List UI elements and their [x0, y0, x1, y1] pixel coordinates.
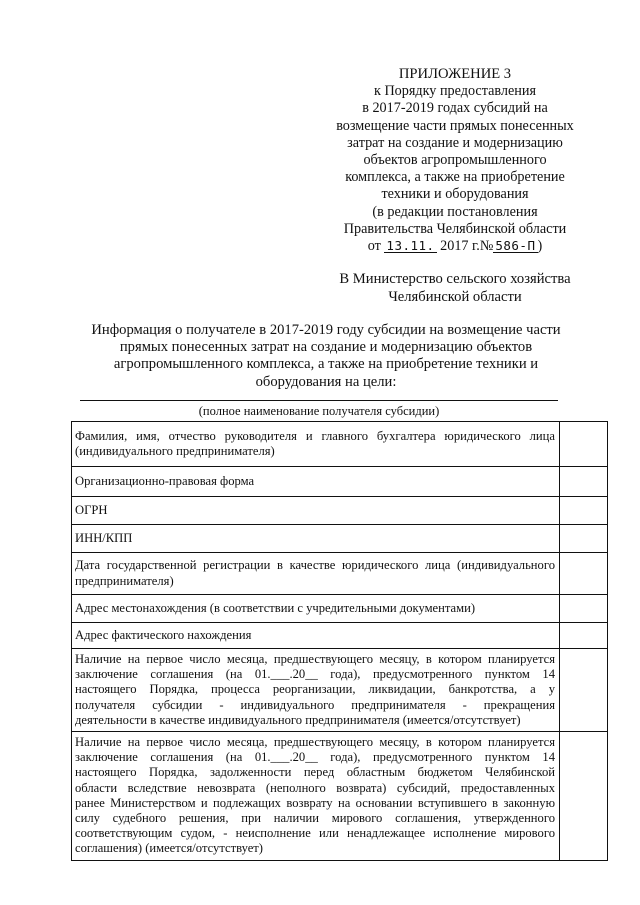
row-label-line: Адрес местонахождения (в соответствии с учредительными документами) [75, 600, 476, 615]
row-value-cell[interactable] [560, 467, 608, 497]
appendix-line: Правительства Челябинской области [343, 220, 567, 237]
row-label-line: деятельности в качестве индивидуального предпринимателя (имеется/отсутствует) [75, 712, 521, 727]
recipient-block [318, 270, 592, 306]
row-label-line: Адрес фактического нахождения [75, 627, 252, 642]
date-year: 2017 г. [440, 238, 480, 255]
row-label-line: соответствующим судом, - неисполнение или ненадлежащее исполнение мирового [75, 826, 555, 841]
row-label-line: (индивидуального предпринимателя) [75, 444, 275, 458]
row-label [72, 595, 560, 623]
row-label-line: соглашения) (имеется/отсутствует) [75, 841, 264, 856]
row-value-cell[interactable] [560, 732, 608, 861]
row-label [72, 497, 560, 525]
number-sign: № [479, 238, 494, 255]
row-label-line: Дата государственной регистрации в качестве юридического лица (индивидуального [75, 558, 555, 573]
row-label [72, 467, 560, 497]
recipient-line: В Министерство сельского хозяйства [339, 271, 571, 287]
info-heading-line: Информация о получателе в 2017-2019 году субсидии на возмещение части [91, 322, 561, 338]
table-row [72, 525, 608, 553]
close-paren: ) [537, 238, 543, 255]
appendix-line: возмещение части прямых понесенных [336, 117, 574, 134]
info-heading-line: оборудования на цели: [255, 373, 397, 390]
row-label [72, 649, 560, 732]
appendix-line: к Порядку предоставления [374, 83, 536, 100]
row-label [72, 623, 560, 649]
appendix-header [318, 66, 592, 255]
row-label-line: ИНН/КПП [75, 530, 133, 545]
table-row [72, 595, 608, 623]
appendix-line: (в редакции постановления [372, 203, 538, 220]
row-label-line: Наличие на первое число месяца, предшествующего месяцу, в котором планируется [75, 735, 555, 750]
date-prefix: от [367, 238, 381, 255]
table-row [72, 649, 608, 732]
row-label-line: предпринимателя) [75, 573, 174, 588]
appendix-line: комплекса, а также на приобретение [345, 169, 565, 186]
row-label-line: ОГРН [75, 502, 108, 517]
table-row [72, 422, 608, 467]
row-value-cell[interactable] [560, 553, 608, 595]
table-row [72, 732, 608, 861]
row-label-line: Организационно-правовая форма [75, 473, 255, 488]
table-row [72, 497, 608, 525]
row-label-line: настоящего Порядка, процесса реорганизации, ликвидации, банкротства, а у [75, 682, 555, 697]
recipient-name-field-line[interactable] [80, 400, 558, 401]
info-heading [76, 322, 576, 391]
appendix-line: затрат на создание и модернизацию [347, 134, 563, 151]
appendix-title: ПРИЛОЖЕНИЕ 3 [398, 66, 512, 82]
row-label-line: силу судебного решения, при наличии мирового соглашения, утвержденного [75, 811, 555, 826]
appendix-line: техники и оборудования [381, 186, 529, 203]
row-label-line: заключение соглашения (на 01.___.20__ года), предусмотренного пунктом 14 [75, 667, 555, 682]
recipient-info-table [71, 421, 608, 861]
handwritten-date: 13.11. [386, 238, 435, 254]
row-label [72, 525, 560, 553]
handwritten-number: 586-П [495, 238, 536, 254]
row-label-line: получателя субсидии - индивидуального предпринимателя - прекращения [75, 697, 555, 712]
row-label-line: настоящего Порядка, задолженности перед областным бюджетом Челябинской [75, 765, 555, 780]
table-row [72, 553, 608, 595]
row-label-line: Наличие на первое число месяца, предшествующего месяцу, в котором планируется [75, 652, 555, 666]
recipient-line: Челябинской области [388, 289, 522, 305]
row-label-line: области вследствие невозврата (неполного возврата) субсидий, предоставленных [75, 780, 555, 795]
row-value-cell[interactable] [560, 623, 608, 649]
resolution-date-line [318, 238, 592, 255]
row-label [72, 553, 560, 595]
row-value-cell[interactable] [560, 525, 608, 553]
row-label [72, 732, 560, 861]
row-label-line: ранее Министерством и подлежащих возврату на основании вступившего в законную [75, 795, 555, 810]
info-heading-line: прямых понесенных затрат на создание и модернизацию объектов [119, 339, 533, 356]
row-label-line: заключение соглашения (на 01.___.20__ года), предусмотренного пунктом 14 [75, 750, 555, 765]
table-row [72, 467, 608, 497]
appendix-line: объектов агропромышленного [363, 152, 547, 169]
recipient-name-hint: (полное наименование получателя субсидии) [198, 404, 440, 418]
row-value-cell[interactable] [560, 422, 608, 467]
appendix-line: в 2017-2019 годах субсидий на [362, 100, 548, 117]
row-value-cell[interactable] [560, 649, 608, 732]
row-value-cell[interactable] [560, 595, 608, 623]
row-label [72, 422, 560, 467]
info-heading-line: агропромышленного комплекса, а также на приобретение техники и [113, 356, 539, 373]
table-row [72, 623, 608, 649]
row-value-cell[interactable] [560, 497, 608, 525]
row-label-line: Фамилия, имя, отчество руководителя и главного бухгалтера юридического лица [75, 428, 555, 443]
